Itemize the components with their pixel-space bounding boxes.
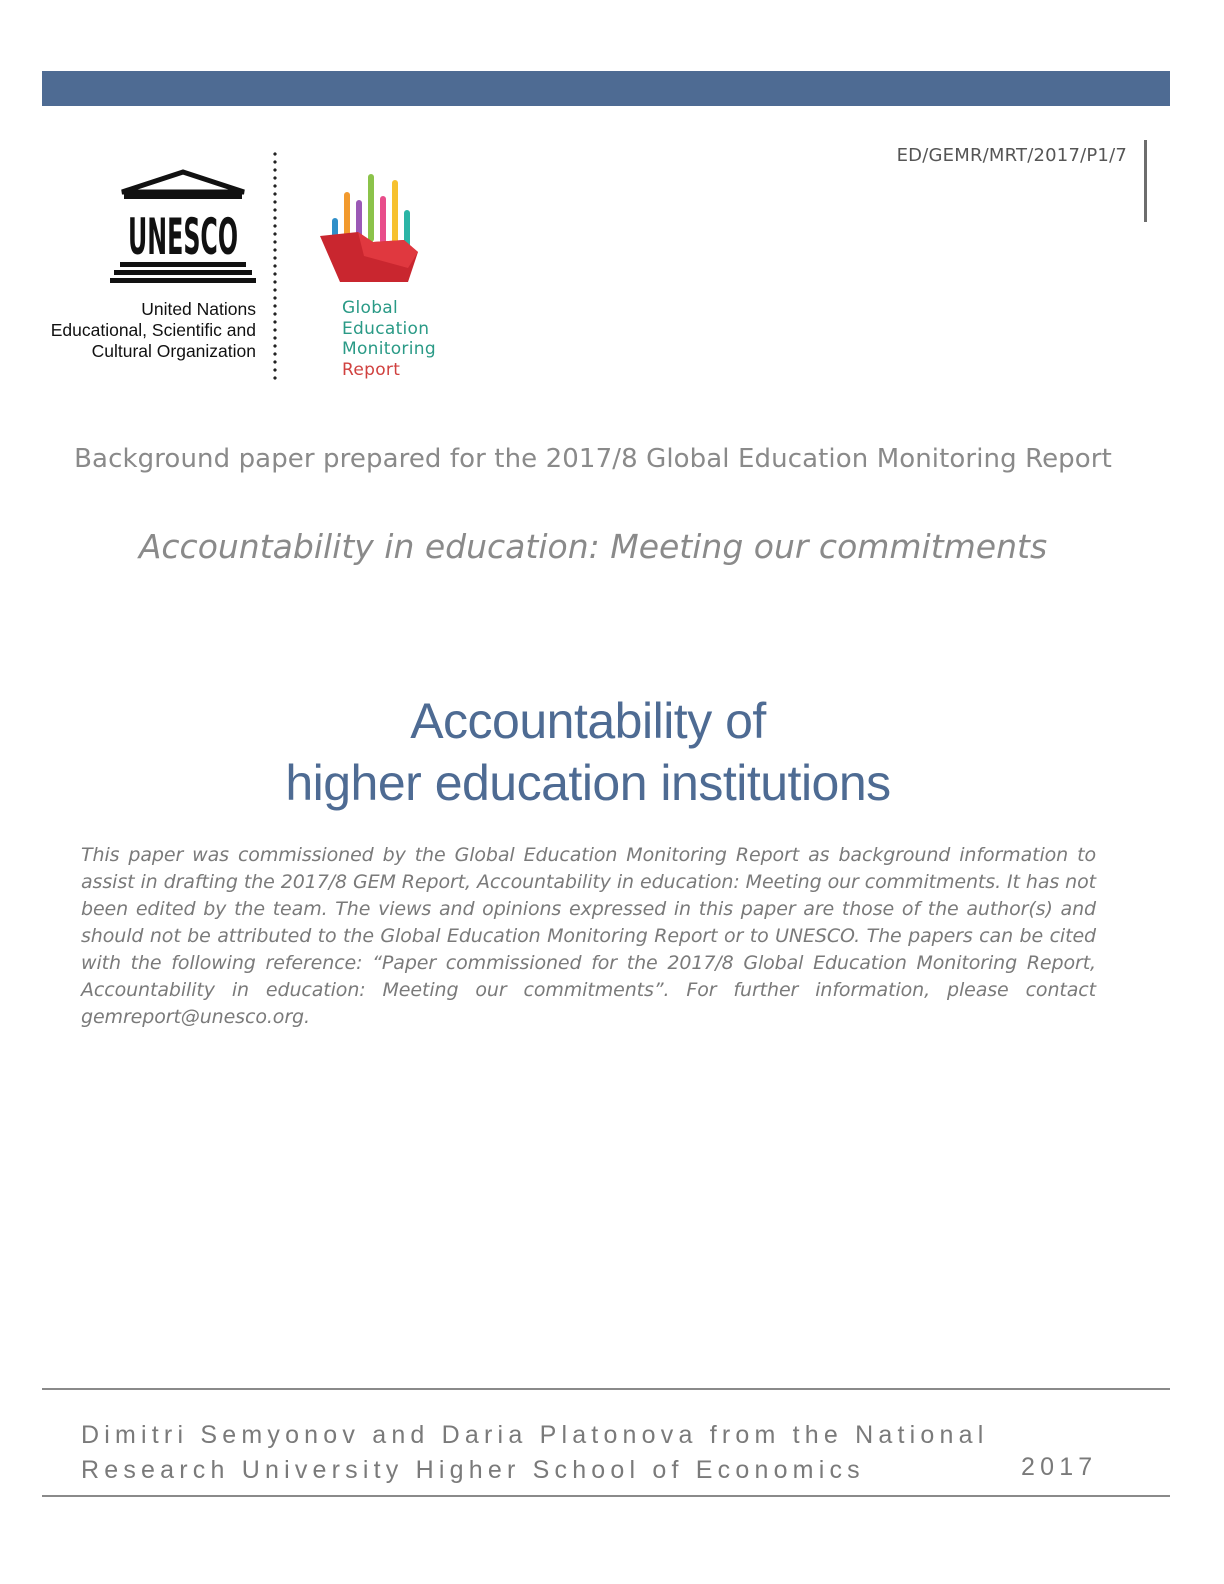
title-line: Accountability of (410, 693, 766, 749)
gem-name-line: Global (342, 298, 399, 318)
logo-divider (273, 150, 277, 382)
background-paper-note: Background paper prepared for the 2017/8 Global Education Monitoring Report (74, 444, 1112, 474)
footer-bottom-rule (42, 1495, 1170, 1497)
header-bar (42, 71, 1170, 106)
footer-top-rule (42, 1388, 1170, 1390)
authors (81, 1418, 1111, 1488)
gem-report-name (342, 298, 436, 380)
gem-report-logo (318, 170, 428, 285)
unesco-name-line: Cultural Organization (91, 341, 256, 361)
disclaimer-paragraph: This paper was commissioned by the Global Education Monitoring Report as background information to assist in drafting the 2017/8 GEM Report, Accountability in education: Meeting our commitments. It has not been edited by the team. The views and opinions expressed in this paper are those of the author(s) and should not be attributed to the Global Education Monitoring Report or to UNESCO. The papers can be cited with the following reference: “Paper commissioned for the 2017/8 Global Education Monitoring Report, Accountability in education: Meeting our commitments”. For further information, please contact gemreport@unesco.org. (81, 844, 1096, 1028)
gem-logo-bar (368, 174, 374, 242)
document-code-rule (1144, 140, 1147, 222)
report-theme: Accountability in education: Meeting our commitments (138, 527, 1048, 566)
gem-logo-bar (380, 196, 386, 244)
publication-year: 2017 (1021, 1453, 1098, 1481)
unesco-logo-text: UNESCO (128, 208, 238, 266)
gem-name-line: Report (342, 359, 401, 380)
authors-line: Dimitri Semyonov and Daria Platonova from the National (81, 1421, 989, 1449)
document-code: ED/GEMR/MRT/2017/P1/7 (896, 145, 1127, 166)
gem-logo-bar (392, 180, 398, 248)
title-line: higher education institutions (285, 755, 891, 811)
unesco-temple-logo (110, 170, 256, 285)
unesco-name-line: United Nations (141, 299, 256, 319)
unesco-name-line: Educational, Scientific and (50, 320, 256, 340)
paper-title (0, 690, 1176, 814)
gem-name-line: Education (342, 318, 430, 339)
authors-line: Research University Higher School of Economics (81, 1456, 865, 1484)
gem-name-line: Monitoring (342, 339, 436, 359)
unesco-organization-name (20, 299, 256, 362)
gem-logo-bar (344, 192, 350, 238)
